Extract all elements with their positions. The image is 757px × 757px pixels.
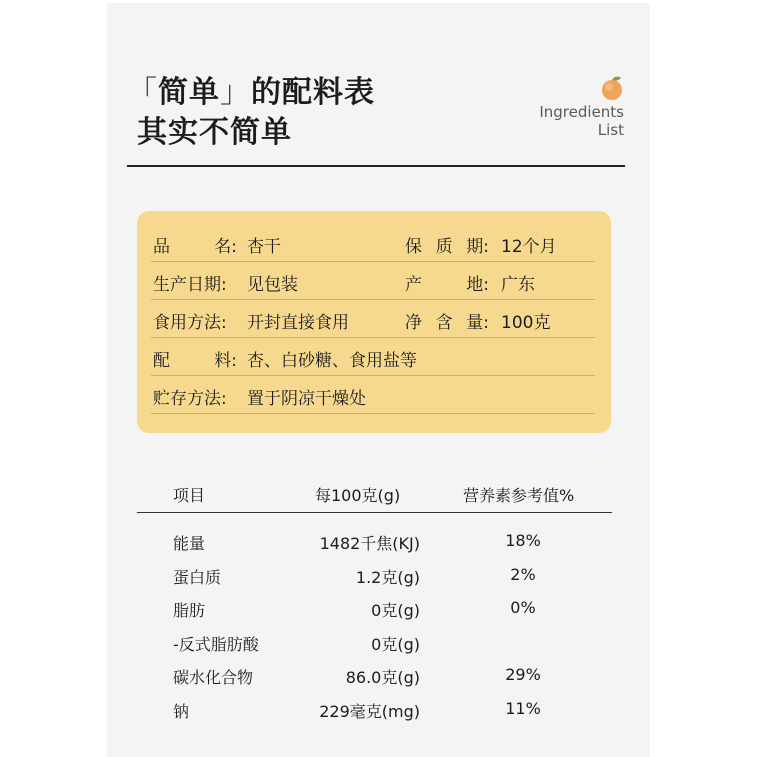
nutrient-name: 蛋白质 — [173, 568, 222, 587]
product-info-box — [137, 211, 611, 433]
info-value: 见包装 — [247, 275, 298, 295]
header-nrv: 营养素参考值% — [463, 486, 575, 505]
nutrient-nrv: 29% — [505, 665, 541, 684]
info-value: 置于阴凉干燥处 — [247, 389, 366, 409]
nutrient-nrv: 0% — [510, 598, 536, 617]
header-divider — [127, 165, 625, 167]
info-row — [151, 337, 595, 376]
header-per100: 每100克(g) — [315, 486, 401, 505]
info-value: 100克 — [501, 313, 551, 333]
title-line-1 — [127, 67, 375, 111]
nutrient-amount: 86.0克(g) — [345, 668, 420, 687]
info-label: 产 地: — [405, 275, 489, 295]
table-row — [137, 632, 612, 658]
nutrition-header-row — [137, 483, 612, 513]
nutrient-nrv: 11% — [505, 699, 541, 718]
info-value: 开封直接食用 — [247, 313, 349, 333]
info-value: 12个月 — [501, 237, 557, 257]
info-value: 杏干 — [247, 237, 281, 257]
info-label: 净 含 量: — [405, 313, 489, 333]
info-label: 保 质 期: — [405, 237, 489, 257]
nutrient-amount: 0克(g) — [371, 601, 420, 620]
table-row — [137, 565, 612, 591]
title-bracket-open: 「 — [127, 75, 158, 110]
table-row — [137, 665, 612, 691]
info-row — [151, 261, 595, 300]
title-rest: 的配料表 — [251, 75, 375, 110]
apricot-icon — [599, 75, 625, 101]
info-label: 贮存方法: — [153, 389, 227, 409]
info-row — [151, 223, 595, 262]
info-value: 广东 — [501, 275, 535, 295]
nutrition-divider — [137, 512, 612, 513]
info-label: 食用方法: — [153, 313, 227, 333]
nutrient-amount: 0克(g) — [371, 635, 420, 654]
nutrient-name: -反式脂肪酸 — [173, 635, 259, 654]
info-label: 配 料: — [153, 351, 237, 371]
table-row — [137, 598, 612, 624]
nutrient-name: 碳水化合物 — [173, 668, 254, 687]
table-row — [137, 699, 612, 725]
english-label-line-1: Ingredients — [539, 103, 624, 121]
nutrient-amount: 229毫克(mg) — [319, 702, 420, 721]
nutrient-name: 脂肪 — [173, 601, 206, 620]
info-label: 生产日期: — [153, 275, 227, 295]
info-label: 品 名: — [153, 237, 237, 257]
title-bracket-close: 」 — [220, 75, 251, 110]
title-line-2: 其实不简单 — [137, 115, 292, 150]
info-value: 杏、白砂糖、食用盐等 — [247, 351, 417, 371]
nutrient-amount: 1482千焦(KJ) — [319, 534, 420, 553]
label-card — [107, 3, 650, 757]
nutrient-name: 钠 — [173, 702, 190, 721]
nutrient-nrv: 2% — [510, 565, 536, 584]
info-row — [151, 375, 595, 414]
header-item: 项目 — [173, 486, 206, 505]
nutrient-name: 能量 — [173, 534, 206, 553]
title-highlight-word: 简单 — [158, 67, 220, 111]
nutrient-nrv: 18% — [505, 531, 541, 550]
nutrient-amount: 1.2克(g) — [355, 568, 420, 587]
english-label-line-2: List — [597, 121, 624, 139]
table-row — [137, 531, 612, 557]
info-row — [151, 299, 595, 338]
english-label — [539, 103, 624, 139]
